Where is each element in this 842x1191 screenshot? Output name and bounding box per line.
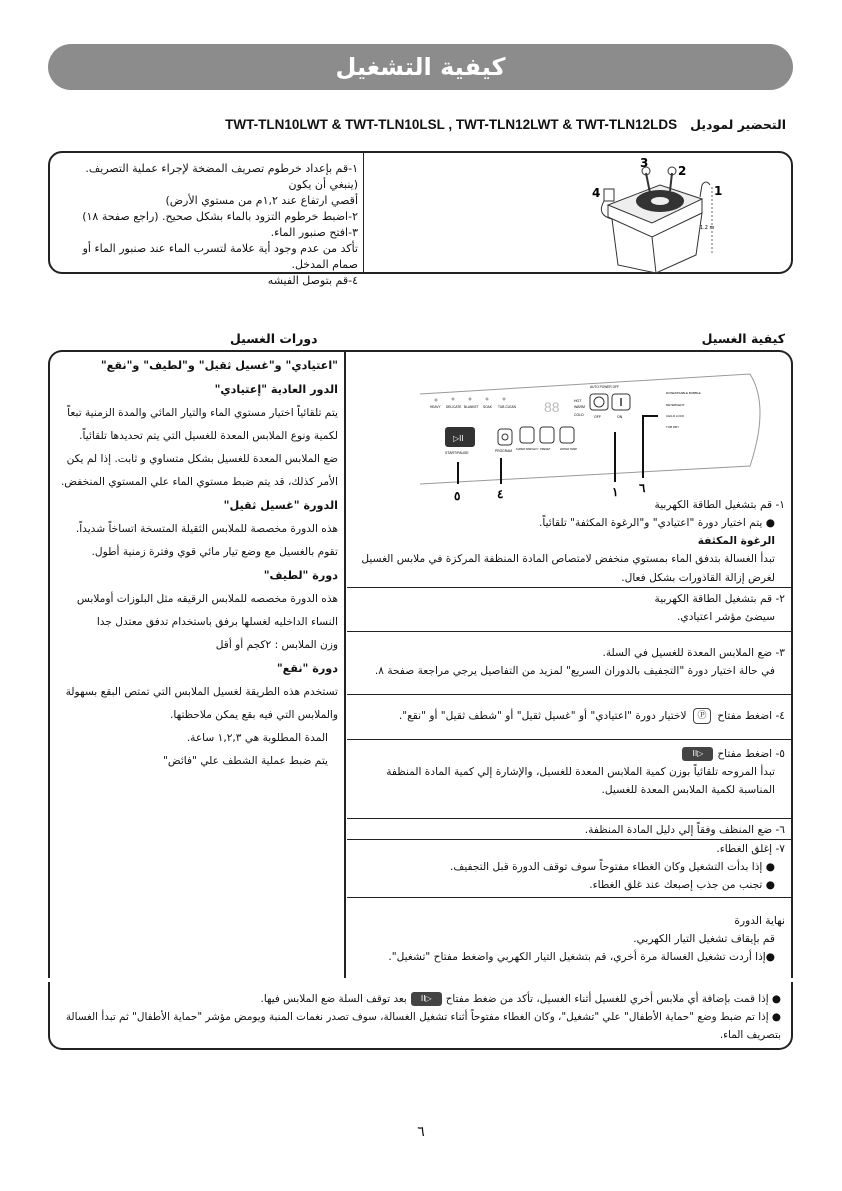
step-title: ٣- ضع الملابس المعدة للغسيل في السلة.: [602, 647, 785, 659]
note-text: بعد توقف السلة ضع الملابس فيها.: [260, 993, 407, 1005]
auto-power-off-label: AUTO POWER OFF: [590, 385, 619, 389]
step-body: تبدأ الغسالة بتدفق الماء بمستوي منخفض لامتصاص المادة المنظفة المركزة في ملابس الغسيل لغرض إزالة القاذورات بشكل فعال.: [361, 553, 775, 584]
height-label: 1.2 m: [700, 225, 715, 231]
temp-cold: COLD: [574, 413, 584, 417]
off-button[interactable]: [590, 394, 608, 410]
cycle-text: تستخدم هذه الطريقة لغسيل الملابس التي تمتص البقع بسهولة والملابس التي فيه بقع يمكن ملاحظتها.: [65, 686, 338, 721]
temp-warm: WARM: [574, 405, 585, 409]
cycle-text: المدة المطلوبة هي ١,٢,٣ ساعة.: [186, 732, 328, 744]
step-body: لاختيار دورة "اعتيادي" أو "غسيل ثقيل" أو "شطف ثقيل" أو "نقع".: [398, 710, 687, 722]
step-title: ٦- ضع المنظف وفقاً إلي دليل المادة المنظفة.: [584, 824, 785, 836]
preparation-box: [48, 151, 793, 287]
washing-box: [48, 350, 793, 978]
course-leds: [430, 398, 517, 410]
note-text: إذا تم ضبط وضع "حماية الأطفال" علي "تشغيل"، وكان الغطاء مفتوحاً أثناء تشغيل الغسالة، سوف تصدر نغمات المنبة ويومض مؤشر "حماية الأطفال" ثم تبدأ الغسالة بتصريف الماء.: [65, 1011, 781, 1041]
cycle-title-delicate: دورة "لطيف": [263, 569, 338, 582]
cycle-text: ضع الملابس المعدة للغسيل بشكل متساوي و ثابت. إذا لم يكن الأمر كذلك، قد يتم ضبط مستوي الماء علي المستوي المنخفض.: [60, 453, 338, 488]
heading-how-to-wash: كيفية الغسيل: [701, 331, 785, 346]
end-line: قم بإيقاف تشغيل التيار الكهربي.: [633, 933, 775, 945]
play-pause-icon: ▷II: [411, 992, 442, 1006]
divider: [363, 153, 364, 272]
control-panel-diagram: [350, 366, 790, 506]
prep-line: ٣-افتح صنبور الماء.: [270, 226, 358, 239]
temp-hot: HOT: [574, 399, 582, 403]
label-4: 4: [592, 186, 601, 200]
step-body: في حالة اختيار دورة "التجفيف بالدوران السريع" لمزيد من التفاصيل يرجي مراجعة صفحة ٨.: [374, 665, 775, 677]
display-digits: 88: [544, 399, 560, 415]
indicator-1: DOSE/DISABLE BUBBLE: [666, 391, 701, 395]
preset-button[interactable]: [540, 427, 554, 443]
step-title: ٧- إغلق الغطاء.: [716, 843, 785, 855]
cycle-text: وزن الملابس : ٢كجم أو أقل: [215, 639, 338, 651]
prep-line: ٢-اضبط خرطوم التزود بالماء بشكل صحيح. (راجع صفحة ١٨): [82, 210, 358, 223]
cycle-title-heavy: الدورة "غسيل ثقيل": [223, 499, 338, 512]
step-4: [347, 694, 791, 739]
callout-1: ١: [612, 485, 619, 499]
course-heavy: HEAVY: [430, 405, 441, 409]
step-bullet: تجنب من جذب إصبعك عند غلق الغطاء.: [589, 879, 763, 891]
step-2: [347, 587, 791, 631]
course-delicate: DELICATE: [446, 405, 462, 409]
super-button[interactable]: [520, 427, 534, 443]
washer-illustration: [590, 155, 723, 273]
cycles-heading: "اعتيادي" و"غسيل ثقيل" و"لطيف" و"نقع": [100, 359, 338, 372]
step-3: [347, 631, 791, 694]
step-body: سيضئ مؤشر اعتيادي.: [677, 611, 775, 623]
cycle-text: يتم تلقائياً اختيار مستوي الماء والتيار المائي والمدة الزمنية تبعاً لكمية ونوع الملابس المعدة للغسيل التي يتم تحديدها تلقائياً.: [67, 407, 338, 442]
course-tub-clean: TUB CLEAN: [498, 405, 516, 409]
preparation-text: [70, 161, 358, 289]
label-3: 3: [640, 156, 649, 170]
callout-6: ٦: [639, 481, 646, 495]
step-bullet: إذا بدأت التشغيل وكان الغطاء مفتوحاً سوف توقف الدورة قبل التجفيف.: [450, 861, 763, 873]
indicator-2: DETERGENT: [666, 403, 685, 407]
indicator-3: CHILD LOCK: [666, 414, 685, 418]
end-line: إذا أردت تشغيل الغسالة مرة أخري، قم بتشغيل التيار الكهربي واضغط مفتاح "تشغيل".: [388, 951, 766, 963]
step-title: ١- قم بتشغيل الطاقة الكهربية: [654, 499, 785, 511]
step-5: [347, 739, 791, 807]
prep-line: أقصي ارتفاع عند ١,٢م من مستوي الأرض): [165, 194, 358, 207]
on-label: ON: [617, 415, 623, 419]
heading-wash-cycles: دورات الغسيل: [230, 331, 318, 346]
cycle-title-soak: دورة "نقع": [276, 662, 338, 675]
page-number: ٦: [417, 1124, 425, 1140]
step-subtitle: الرغوة المكثفة: [697, 535, 775, 547]
cycle-text: هذه الدورة مخصصه للملابس الرقيقه مثل البلوزات أوملابس النساء الداخليه لغسلها برفق باستخدام تدفق معتدل جدا: [76, 593, 338, 628]
cycle-text: تقوم بالغسيل مع وضع تيار مائي قوي وفترة زمنية أطول.: [91, 546, 338, 558]
indicator-4: TUB DRY: [666, 425, 680, 429]
cycle-text: هذه الدورة مخصصة للملابس الثقيلة المتسخة اتساخاً شديداً.: [75, 523, 338, 535]
step-title: ٤- اضغط مفتاح: [717, 710, 785, 722]
program-icon: Ⓟ: [693, 708, 711, 724]
cycle-title-normal: الدور العادية "إعتيادي": [214, 383, 338, 396]
label-2: 2: [678, 164, 687, 178]
step-7: ٧- إغلق الغطاء. ● إذا بدأت التشغيل وكان الغطاء مفتوحاً سوف توقف الدورة قبل التجفيف. ● تجنب من جذب إصبعك عند غلق الغطاء.: [347, 839, 791, 897]
off-label: OFF: [594, 415, 601, 419]
water-temp-label: WATER TEMP.: [560, 448, 578, 451]
water-temp-button[interactable]: [560, 427, 574, 443]
model-label: التحضير لموديل: [690, 117, 786, 132]
preset-label: PRESET: [540, 448, 551, 451]
column-divider: [344, 352, 346, 978]
wash-cycles-column: [56, 354, 338, 773]
note-text: إذا قمت بإضافة أي ملابس أخري للغسيل أثناء الغسيل، تأكد من ضغط مفتاح: [445, 993, 769, 1005]
program-label: PROGRAM: [495, 449, 513, 453]
cycle-text: يتم ضبط عملية الشطف علي "فائض": [162, 755, 328, 767]
prep-line: ٤-قم بتوصل الفيشه: [267, 274, 358, 287]
prep-line: تأكد من عدم وجود أية علامة لتسرب الماء عند صنبور الماء أو صمام المدخل.: [82, 242, 358, 271]
callout-4: ٤: [497, 487, 504, 501]
step-title: ٥- اضغط مفتاح: [717, 748, 785, 760]
program-button[interactable]: [498, 429, 512, 445]
model-numbers: TWT-TLN10LWT & TWT-TLN10LSL , TWT-TLN12LWT & TWT-TLN12LDS: [225, 117, 678, 132]
page-title: كيفية التشغيل: [48, 44, 793, 90]
play-pause-icon: ▷II: [453, 434, 464, 443]
label-1: 1: [714, 184, 723, 198]
model-line: [140, 117, 786, 132]
play-pause-icon: ▷II: [682, 747, 713, 761]
step-6: [347, 818, 791, 839]
course-soak: SOAK: [483, 405, 492, 409]
step-bullet: يتم اختيار دورة "اعتيادي" و"الرغوة المكثفة" تلقائياً.: [539, 517, 763, 529]
course-blanket: BLANKET: [464, 405, 479, 409]
step-body: تبدأ المروحه تلقائياً بوزن كمية الملابس المعدة للغسيل، والإشارة إلي كمية المادة المنظفة المناسبة لكمية الملابس المعدة للغسيل.: [386, 766, 775, 796]
end-of-cycle: نهاية الدورة قم بإيقاف تشغيل التيار الكهربي. ●إذا أردت تشغيل الغسالة مرة أخري، قم بتشغيل التيار الكهربي واضغط مفتاح "تشغيل".: [347, 897, 791, 980]
prep-line: ١-قم بإعداد خرطوم تصريف المضخة لإجراء عملية التصريف. (ينبغي أن يكون: [85, 162, 358, 191]
super-label: SUPER SIMPLEXY: [516, 448, 539, 451]
start-pause-label: START/PAUSE: [445, 451, 469, 455]
end-title: نهاية الدورة: [734, 915, 785, 927]
notes-box: ● إذا قمت بإضافة أي ملابس أخري للغسيل أثناء الغسيل، تأكد من ضغط مفتاح▷IIبعد توقف السلة ضع الملابس فيها. ● إذا تم ضبط وضع "حماية الأطفال" علي "تشغيل"، وكان الغطاء مفتوحاً أثناء تشغيل الغسالة، سوف تصدر نغمات المنبة ويومض مؤشر "حماية الأطفال" ثم تبدأ الغسالة بتصريف الماء.: [48, 982, 793, 1050]
step-1: ١- قم بتشغيل الطاقة الكهربية ● يتم اختيار دورة "اعتيادي" و"الرغوة المكثفة" تلقائياً. الرغوة المكثفة تبدأ الغسالة بتدفق الماء بمستوي منخفض لامتصاص المادة المنظفة المركزة في ملابس الغسيل لغرض إزالة القاذورات بشكل فعال.: [347, 496, 791, 588]
callout-5: ٥: [454, 489, 461, 503]
step-title: ٢- قم بتشغيل الطاقة الكهربية: [654, 593, 785, 605]
